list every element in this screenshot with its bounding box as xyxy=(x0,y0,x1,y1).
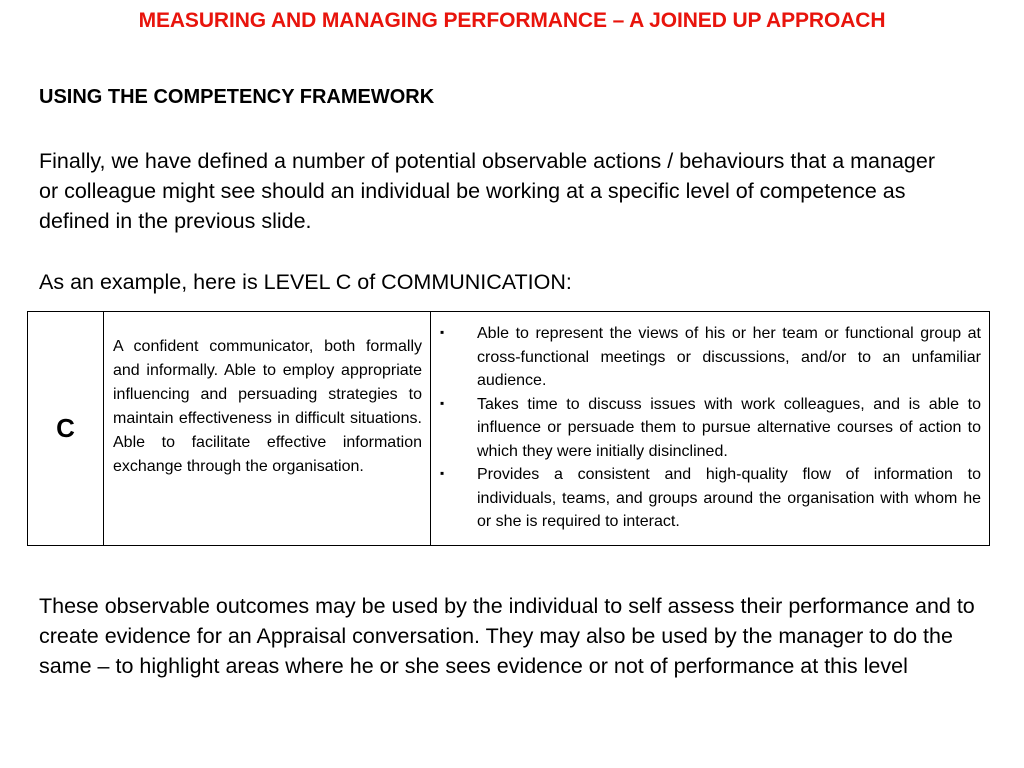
competency-description-cell: A confident communicator, both formally and informally. Able to employ appropriate influencing and persuading strategies to maintain effectiveness in difficult situations. Able to facilitate effective information exchange through the organisation. xyxy=(104,312,431,546)
competency-table xyxy=(27,311,990,546)
behaviour-text: Able to represent the views of his or her team or functional group at cross-functional meetings or discussions, and/or to an unfamiliar audience. xyxy=(477,325,981,389)
intro-paragraph: Finally, we have defined a number of potential observable actions / behaviours that a manager or colleague might see should an individual be working at a specific level of competence as defined in the previous slide. xyxy=(39,149,935,233)
example-paragraph: As an example, here is LEVEL C of COMMUNICATION: xyxy=(39,270,572,294)
behaviour-item xyxy=(440,393,981,464)
behaviour-item xyxy=(440,463,981,534)
square-bullet-icon: ▪ xyxy=(440,325,445,339)
slide-title: MEASURING AND MANAGING PERFORMANCE – A JOINED UP APPROACH xyxy=(138,9,886,32)
behaviour-text: Provides a consistent and high-quality flow of information to individuals, teams, and groups around the organisation with whom he or she is required to interact. xyxy=(477,466,981,530)
behaviour-list xyxy=(440,322,981,534)
behaviour-text: Takes time to discuss issues with work colleagues, and is able to influence or persuade them to pursue alternative courses of action to which they were initially disinclined. xyxy=(477,395,981,460)
square-bullet-icon: ▪ xyxy=(440,466,445,480)
competency-level-cell: C xyxy=(28,312,104,546)
section-heading: USING THE COMPETENCY FRAMEWORK xyxy=(39,86,435,108)
behaviour-item xyxy=(440,322,981,393)
square-bullet-icon: ▪ xyxy=(440,395,445,410)
table-row xyxy=(28,312,990,546)
competency-behaviours-cell xyxy=(431,312,990,546)
outcomes-paragraph: These observable outcomes may be used by the individual to self assess their performance and to create evidence for an Appraisal conversation. They may also be used by the manager to do the same – to highlight areas where he or she sees evidence or not of performance at this level xyxy=(39,594,975,678)
